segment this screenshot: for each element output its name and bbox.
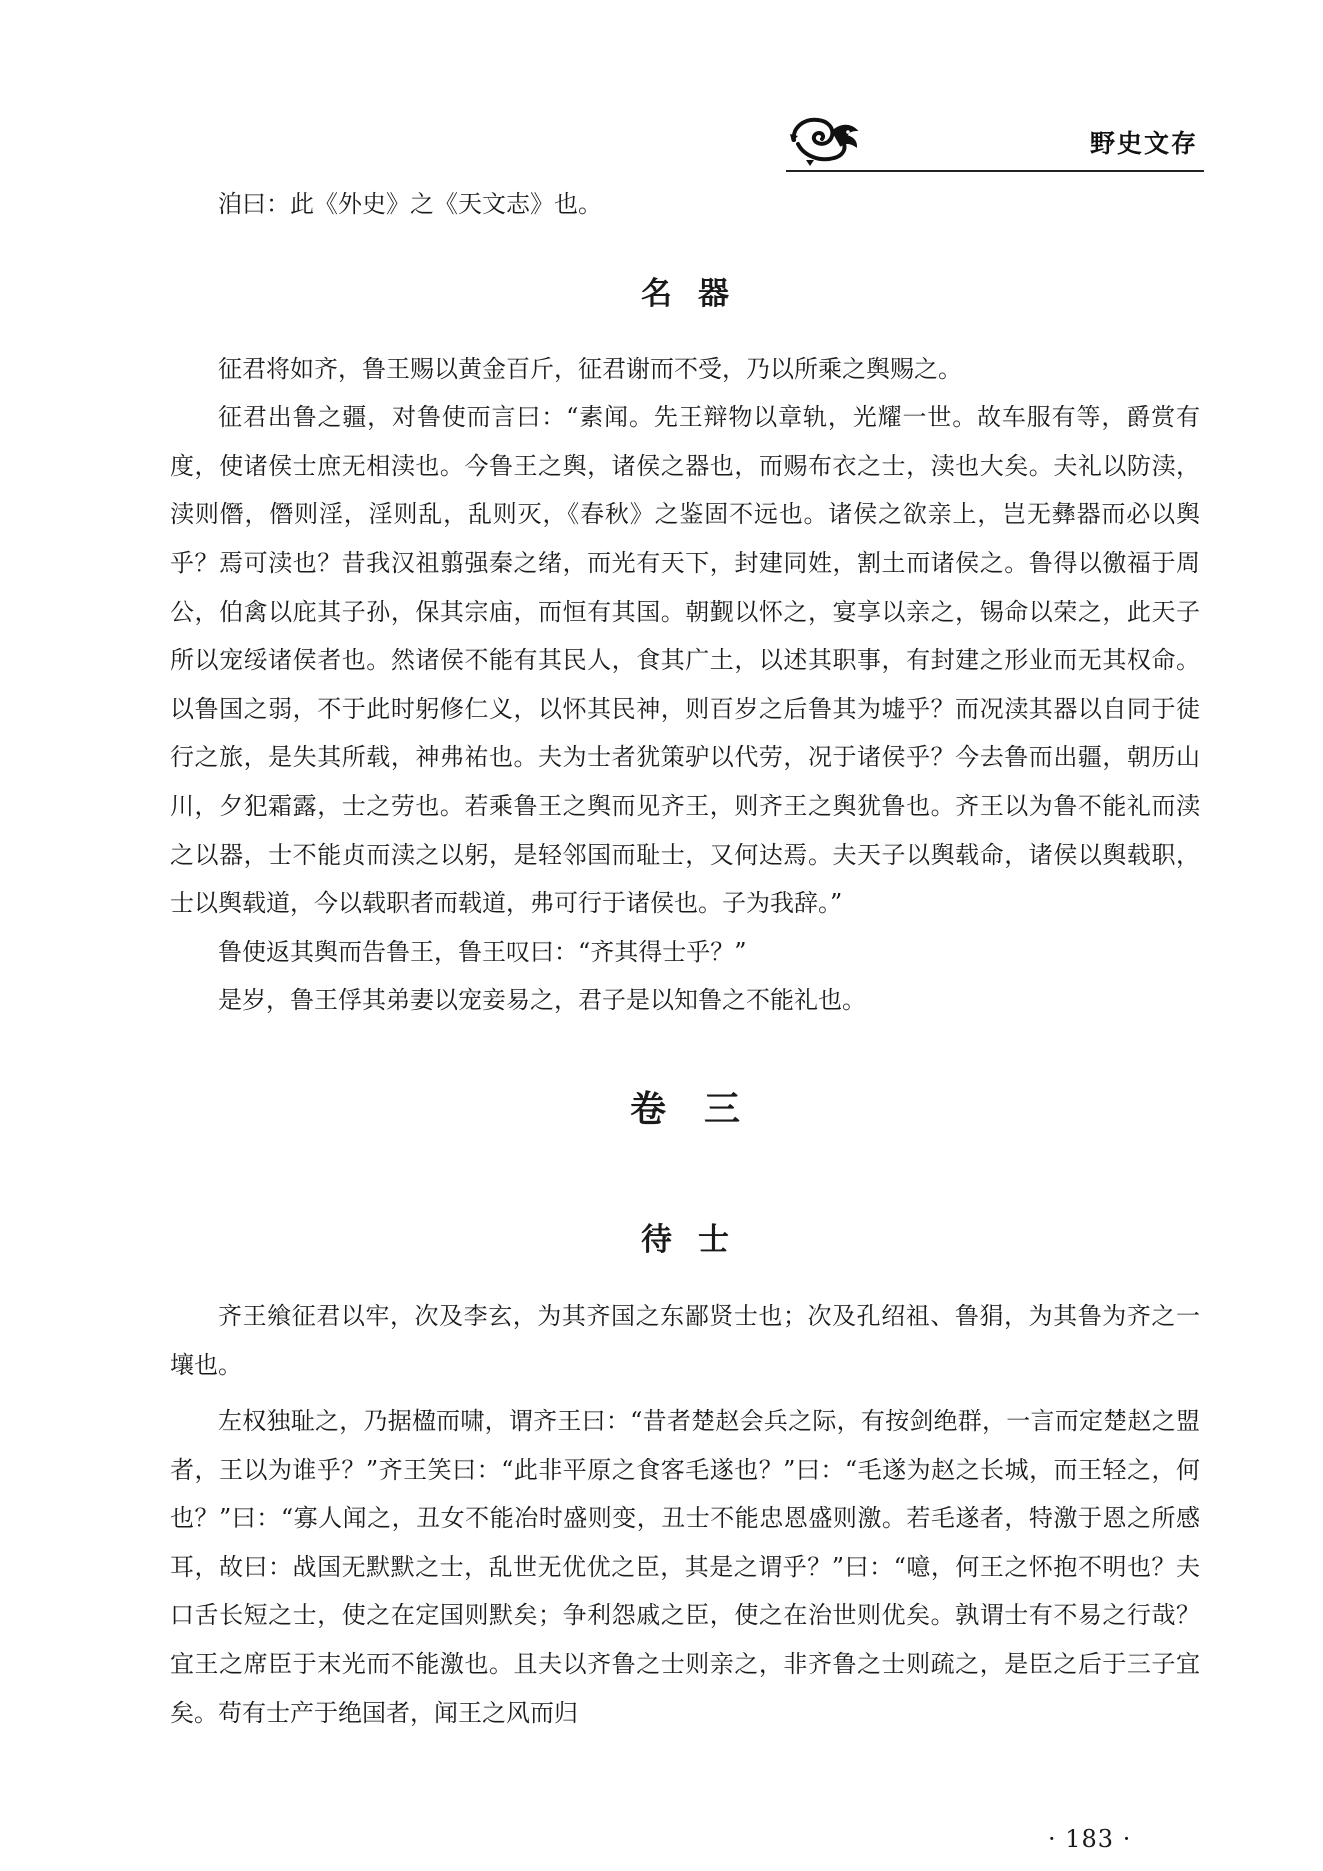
paragraph: 征君出鲁之疆，对鲁使而言曰：“素闻。先王辩物以章轨，光耀一世。故车服有等，爵赏有度，使诸侯士庶无相渎也。今鲁王之舆，诸侯之器也，而赐布衣之士，渎也大矣。夫礼以防渎，渎则僭，僭则淫，淫则乱，乱则灭，《春秋》之鉴固不远也。诸侯之欲亲上，岂无彝器而必以舆乎？焉可渎也？昔我汉祖翦强秦之绪，而光有天下，封建同姓，割土而诸侯之。鲁得以徼福于周公，伯禽以庇其子孙，保其宗庙，而恒有其国。朝觐以怀之，宴享以亲之，锡命以荣之，此天子所以宠绥诸侯者也。然诸侯不能有其民人，食其广土，以述其职事，有封建之形业而无其权命。以鲁国之弱，不于此时躬修仁义，以怀其民神，则百岁之后鲁其为墟乎？而况渎其器以自同于徒行之旅，是失其所载，神弗祐也。夫为士者犹策驴以代劳，况于诸侯乎？今去鲁而出疆，朝历山川，夕犯霜露，士之劳也。若乘鲁王之舆而见齐王，则齐王之舆犹鲁也。齐王以为鲁不能礼而渎之以器，士不能贞而渎之以躬，是轻邻国而耻士，又何达焉。夫天子以舆载命，诸侯以舆载职，士以舆载道，今以载职者而载道，弗可行于诸侯也。子为我辞。”	[170, 403, 1200, 918]
paragraph: 左权独耻之，乃据楹而啸，谓齐王曰：“昔者楚赵会兵之际，有按剑绝群，一言而定楚赵之盟者，王以为谁乎？”齐王笑曰：“此非平原之食客毛遂也？”曰：“毛遂为赵之长城，而王轻之，何也？”曰：“寡人闻之，丑女不能冶时盛则变，丑士不能忠恩盛则激。若毛遂者，特激于恩之所感耳，故曰：战国无默默之士，乱世无优优之臣，其是之谓乎？”曰：“噫，何王之怀抱不明也？夫口舌长短之士，使之在定国则默矣；争利怨戚之臣，使之在治世则优矣。孰谓士有不易之行哉？宜王之席臣于末光而不能激也。且夫以齐鲁之士则亲之，非齐鲁之士则疏之，是臣之后于三子宜矣。苟有士产于绝国者，闻王之风而归	[170, 1407, 1200, 1727]
dragon-emblem-icon	[786, 110, 862, 166]
paragraph: 鲁使返其舆而告鲁王，鲁王叹曰：“齐其得士乎？”	[218, 937, 747, 966]
section-title-daishi: 待士	[641, 1221, 755, 1258]
header-rule	[786, 170, 1204, 172]
closing-line: 洎曰：此《外史》之《天文志》也。	[218, 190, 602, 218]
paragraph: 是岁，鲁王俘其弟妻以宠妾易之，君子是以知鲁之不能礼也。	[218, 986, 866, 1015]
volume-title: 卷三	[629, 1088, 778, 1130]
paragraph: 征君将如齐，鲁王赐以黄金百斤，征君谢而不受，乃以所乘之舆赐之。	[218, 354, 962, 383]
running-header	[786, 110, 1204, 172]
page-number: · 183 ·	[1048, 1825, 1132, 1853]
paragraph: 齐王飨征君以牢，次及李玄，为其齐国之东鄙贤士也；次及孔绍祖、鲁狷，为其鲁为齐之一壤也。	[170, 1301, 1200, 1379]
header-title: 野史文存	[1089, 129, 1198, 158]
page-content	[170, 180, 1200, 1737]
section-title-mingqi: 名器	[641, 275, 755, 312]
